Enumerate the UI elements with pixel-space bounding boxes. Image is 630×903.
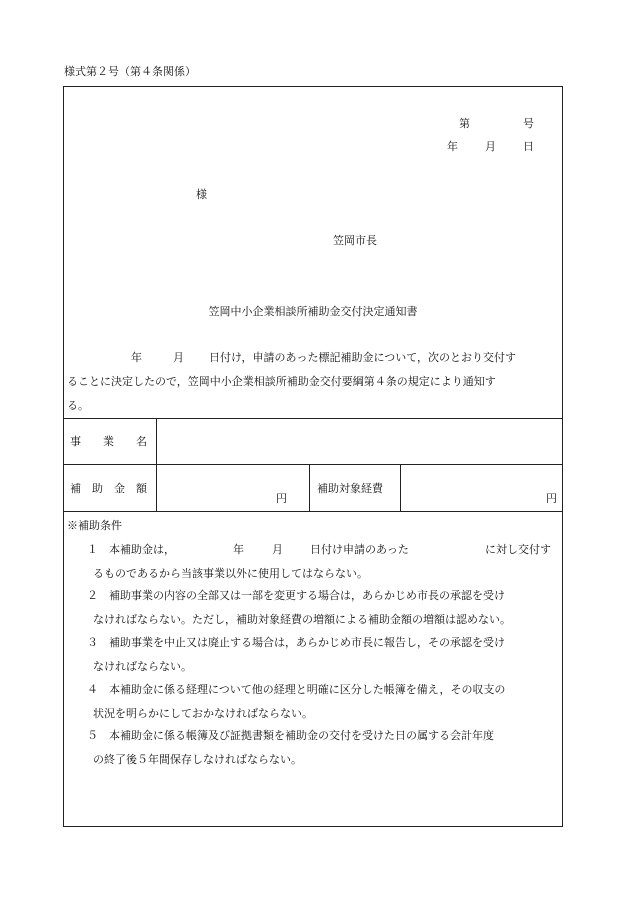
condition-text: 日付け申請のあった <box>310 543 409 556</box>
table-label-column-divider <box>156 418 157 511</box>
condition-text: 補助事業を中止又は廃止する場合は，あらかじめ市長に報告し，その承認を受け <box>109 636 505 649</box>
condition-number: ４ <box>87 683 98 696</box>
date-day-label: 日 <box>523 140 534 153</box>
condition-year-label: 年 <box>233 543 244 556</box>
project-name-label: 事 業 名 <box>70 435 147 448</box>
date-year-label: 年 <box>447 140 458 153</box>
condition-number: ２ <box>87 589 98 602</box>
condition-4 <box>64 684 562 728</box>
eligible-cost-unit: 円 <box>546 492 557 505</box>
condition-text: 本補助金は， <box>109 543 175 556</box>
body-month-label: 月 <box>173 351 184 364</box>
body-line-1: 日付け，申請のあった標記補助金について，次のとおり交付す <box>209 351 517 364</box>
subsidy-amount-label: 補 助 金 額 <box>70 482 147 495</box>
condition-text: なければならない。ただし，補助対象経費の増額による補助金額の増額は認めない。 <box>93 613 511 626</box>
condition-text: るものであるから当該事業以外に使用してはならない。 <box>93 567 368 580</box>
condition-number: ５ <box>87 729 98 742</box>
number-suffix: 号 <box>523 117 534 130</box>
condition-1 <box>64 544 562 588</box>
table-divider-middle <box>64 464 562 465</box>
number-prefix: 第 <box>459 117 470 130</box>
condition-text: 本補助金に係る帳簿及び証拠書類を補助金の交付を受けた日の属する会計年度 <box>109 729 494 742</box>
recipient-honorific: 様 <box>196 188 207 201</box>
body-line-3: る。 <box>67 399 89 412</box>
subsidy-amount-unit: 円 <box>276 492 287 505</box>
condition-text: 本補助金に係る経理について他の経理と明確に区分した帳簿を備え，その収支の <box>109 683 506 696</box>
condition-text: 状況を明らかにしておかなければならない。 <box>93 707 313 720</box>
eligible-cost-label: 補助対象経費 <box>317 482 383 495</box>
condition-text: なければならない。 <box>93 660 192 673</box>
condition-text: に対し交付す <box>485 543 551 556</box>
table-cost-divider <box>400 464 401 511</box>
date-month-label: 月 <box>485 140 496 153</box>
condition-5 <box>64 730 562 774</box>
condition-number: １ <box>87 543 98 556</box>
document-title: 笠岡中小企業相談所補助金交付決定通知書 <box>208 305 418 318</box>
body-line-2: ることに決定したので，笠岡中小企業相談所補助金交付要綱第４条の規定により通知す <box>67 375 496 388</box>
table-amount-divider <box>309 464 310 511</box>
body-year-label: 年 <box>131 351 142 364</box>
table-divider-bottom <box>64 511 562 512</box>
condition-text: 補助事業の内容の全部又は一部を変更する場合は，あらかじめ市長の承認を受け <box>109 589 505 602</box>
table-divider-top <box>64 418 562 419</box>
condition-2 <box>64 590 562 634</box>
condition-text: の終了後５年間保存しなければならない。 <box>93 753 302 766</box>
sender-mayor: 笠岡市長 <box>333 234 377 247</box>
form-label: 様式第２号（第４条関係） <box>64 65 196 78</box>
notice-body <box>67 352 561 412</box>
conditions-heading: ※補助条件 <box>67 519 122 532</box>
condition-number: ３ <box>87 636 98 649</box>
notice-form-frame <box>63 86 563 827</box>
condition-month-label: 月 <box>272 543 283 556</box>
condition-3 <box>64 637 562 681</box>
